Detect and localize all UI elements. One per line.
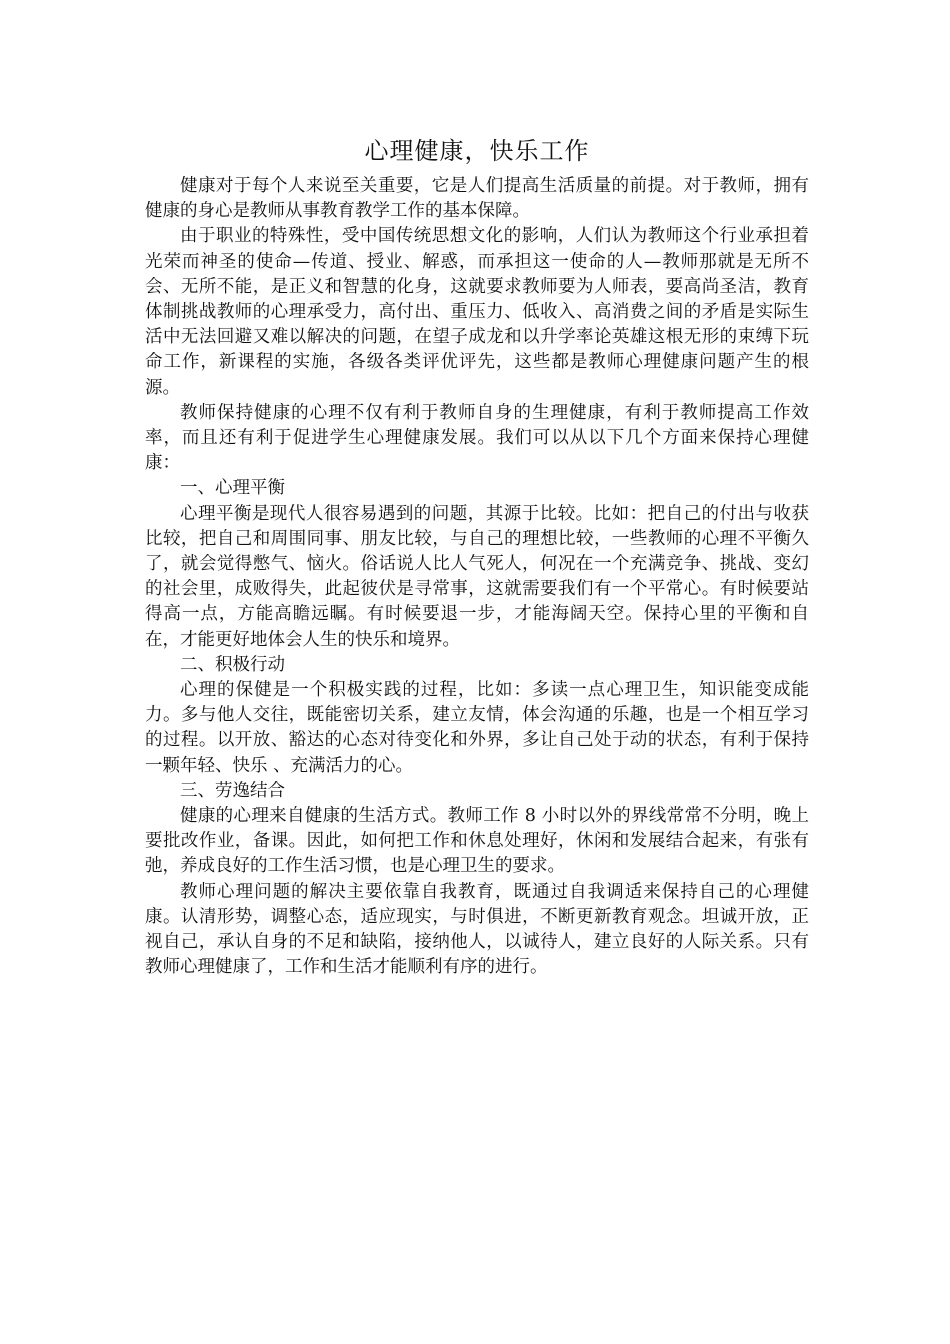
section-heading-rest: 三、劳逸结合 (180, 780, 285, 801)
paragraph-intro: 健康对于每个人来说至关重要，它是人们提高生活质量的前提。对于教师，拥有健康的身心是教师从事教育教学工作的基本保障。 (145, 176, 809, 222)
paragraph-action: 心理的保健是一个积极实践的过程，比如：多读一点心理卫生，知识能变成能力。多与他人交往，既能密切关系，建立友情，体会沟通的乐趣，也是一个相互学习的过程。以开放、豁达的心态对待变化和外界，多让自己处于动的状态，有利于保持一颗年轻、快乐 、充满活力的心。 (145, 680, 809, 776)
document-title: 心理健康，快乐工作 (364, 137, 590, 165)
section-heading-action: 二、积极行动 (180, 654, 285, 675)
paragraph-rest: 健康的心理来自健康的生活方式。教师工作 8 小时以外的界线常常不分明，晚上要批改作业，备课。因此，如何把工作和休息处理好，休闲和发展结合起来，有张有弛，养成良好的工作生活习惯，也是心理卫生的要求。 (145, 806, 809, 877)
paragraph-benefits: 教师保持健康的心理不仅有利于教师自身的生理健康，有利于教师提高工作效率，而且还有利于促进学生心理健康发展。我们可以从以下几个方面来保持心理健康： (145, 402, 809, 474)
paragraph-causes: 由于职业的特殊性，受中国传统思想文化的影响，人们认为教师这个行业承担着光荣而神圣的使命—传道、授业、解惑，而承担这一使命的人—教师那就是无所不会、无所不能，是正义和智慧的化身，这就要求教师要为人师表，要高尚圣洁，教育体制挑战教师的心理承受力，高付出、重压力、低收入、高消费之间的矛盾是实际生活中无法回避又难以解决的问题，在望子成龙和以升学率论英雄这根无形的束缚下玩命工作，新课程的实施，各级各类评优评先，这些都是教师心理健康问题产生的根源。 (145, 226, 809, 398)
section-heading-balance: 一、心理平衡 (180, 478, 285, 499)
document-body (145, 128, 809, 981)
paragraph-balance: 心理平衡是现代人很容易遇到的问题，其源于比较。比如：把自己的付出与收获比较，把自己和周围同事、朋友比较，与自己的理想比较，一些教师的心理不平衡久了，就会觉得憋气、恼火。俗话说人比人气死人，何况在一个充满竞争、挑战、变幻的社会里，成败得失，此起彼伏是寻常事，这就需要我们有一个平常心。有时候要站得高一点，方能高瞻远瞩。有时候要退一步，才能海阔天空。保持心里的平衡和自在，才能更好地体会人生的快乐和境界。 (145, 503, 809, 650)
paragraph-conclusion: 教师心理问题的解决主要依靠自我教育，既通过自我调适来保持自己的心理健康。认清形势，调整心态，适应现实，与时俱进，不断更新教育观念。坦诚开放，正视自己，承认自身的不足和缺陷，接纳他人，以诚待人，建立良好的人际关系。只有教师心理健康了，工作和生活才能顺利有序的进行。 (145, 881, 809, 978)
